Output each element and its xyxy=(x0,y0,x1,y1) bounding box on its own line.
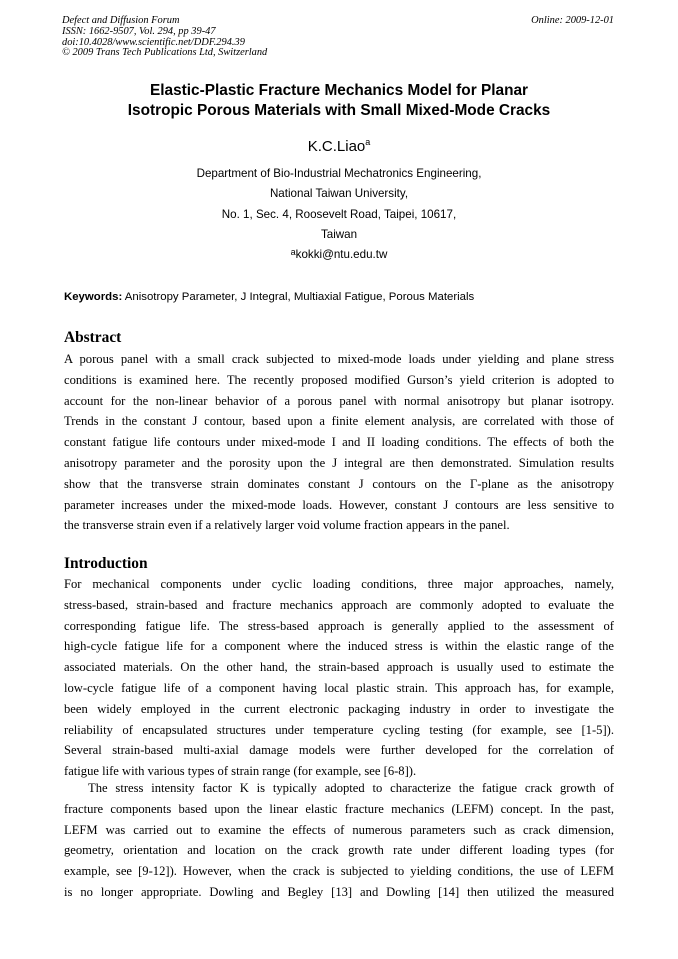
text-line: reliability of encapsulated structures under temperature cycling testing (for example, see [1-5]). xyxy=(64,722,614,737)
text-line: parameter increases under the mixed-mode loads. However, constant J contours are less sensitive to xyxy=(64,497,614,512)
text-line: constant fatigue life contours under mixed-mode I and II loading conditions. The effects of both the xyxy=(64,435,614,450)
text-line: For mechanical components under cyclic loading conditions, three major approaches, namely, xyxy=(64,577,614,591)
journal-name: Defect and Diffusion Forum xyxy=(62,15,180,26)
text-line: fracture components based upon the linear elastic fracture mechanics (LEFM) concept. In the past, xyxy=(64,801,614,816)
keywords-label: Keywords: xyxy=(64,291,123,303)
text-line: corresponding fatigue life. The stress-based approach is generally applied to the assessment of xyxy=(64,618,614,633)
issn-line: ISSN: 1662-9507, Vol. 294, pp 39-47 xyxy=(62,25,216,37)
doi-line: doi:10.4028/www.scientific.net/DDF.294.39 xyxy=(62,36,245,48)
author xyxy=(0,137,678,157)
paper-title-line-2: Isotropic Porous Materials with Small Mixed-Mode Cracks xyxy=(127,102,551,119)
text-line: account for the non-linear behavior of a porous panel with normal anisotropy but planar isotropy. xyxy=(64,393,614,408)
abstract-paragraph xyxy=(64,349,614,536)
keywords-text: Anisotropy Parameter, J Integral, Multiaxial Fatigue, Porous Materials xyxy=(124,291,475,303)
text-line: anisotropy parameter and the porosity upon the J integral are then demonstrated. Simulation results xyxy=(64,455,614,470)
email-address: kokki@ntu.edu.tw xyxy=(295,248,388,261)
text-line: fatigue life with various types of strain range (for example, see [6-8]). xyxy=(64,764,417,779)
online-date: Online: 2009-12-01 xyxy=(531,15,614,26)
text-line: Trends in the constant J contour, based upon a finite element analysis, are correlated with those of xyxy=(64,414,614,429)
text-line: stress-based, strain-based and fracture mechanics approach are commonly adopted to evaluate the xyxy=(64,597,614,612)
paper-title-line-1: Elastic-Plastic Fracture Mechanics Model for Planar xyxy=(149,82,529,99)
author-name: K.C.Liao xyxy=(307,138,366,155)
text-line: show that the transverse strain dominates constant J contours on the Γ-plane as the anisotropy xyxy=(64,476,614,491)
affiliation-line-3: No. 1, Sec. 4, Roosevelt Road, Taipei, 10617, xyxy=(221,208,457,221)
introduction-paragraph-2 xyxy=(64,778,614,903)
text-line: low-cycle fatigue life of a component having local plastic strain. This approach has, for example, xyxy=(64,680,614,695)
journal-header xyxy=(62,16,267,59)
text-line: Several strain-based multi-axial damage models were further developed for the correlation of xyxy=(64,743,614,758)
affiliation-line-4: Taiwan xyxy=(320,228,358,241)
email-superscript: a xyxy=(290,247,296,257)
text-line: been widely employed in the current electronic packaging industry in order to investigate the xyxy=(64,701,614,716)
introduction-paragraph-1 xyxy=(64,574,614,782)
author-email xyxy=(0,247,678,262)
affiliation-line-1: Department of Bio-Industrial Mechatronics Engineering, xyxy=(196,167,482,180)
introduction-heading: Introduction xyxy=(64,555,148,572)
keywords xyxy=(64,290,474,305)
text-line: example, see [9-12]). However, when the crack is subjected to yielding conditions, the use of LEFM xyxy=(64,864,614,879)
text-line: The stress intensity factor K is typically adopted to characterize the fatigue crack growth of xyxy=(88,781,614,795)
author-superscript: a xyxy=(365,137,371,147)
text-line: associated materials. On the other hand, the strain-based approach is usually used to estimate the xyxy=(64,660,614,675)
text-line: LEFM was carried out to examine the effects of numerous parameters such as crack dimension, xyxy=(64,822,614,837)
text-line: is no longer appropriate. Dowling and Begley [13] and Dowling [14] then utilized the measured xyxy=(64,884,614,899)
text-line: high-cycle fatigue life for a component where the induced stress is within the elastic range of the xyxy=(64,639,614,654)
abstract-heading: Abstract xyxy=(64,329,122,346)
affiliation-line-2: National Taiwan University, xyxy=(269,187,409,200)
text-line: the transverse strain even if a relatively larger void volume fraction appears in the panel. xyxy=(64,518,510,533)
text-line: A porous panel with a small crack subjected to mixed-mode loads under yielding and plane stress xyxy=(64,352,614,366)
copyright-line: © 2009 Trans Tech Publications Ltd, Switzerland xyxy=(62,47,268,59)
text-line: conditions is examined here. The recently proposed modified Gurson’s yield criterion is adopted to xyxy=(64,372,614,387)
text-line: geometry, orientation and location on the crack growth rate under different loading types (for xyxy=(64,843,614,858)
